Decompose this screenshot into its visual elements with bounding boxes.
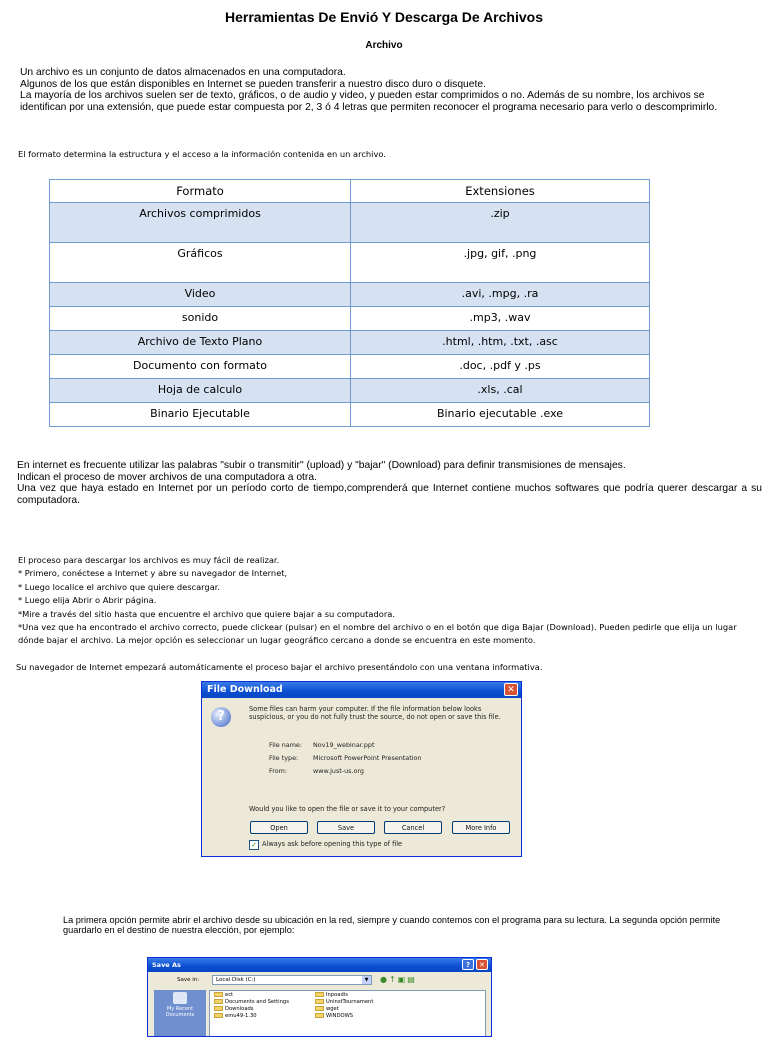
file-download-dialog: [201, 681, 522, 857]
table-cell: Archivo de Texto Plano: [50, 331, 351, 355]
question-icon: ?: [211, 707, 231, 727]
table-header-row: [50, 180, 650, 203]
folder-icon: [315, 1006, 324, 1011]
folder-icon: [214, 1006, 223, 1011]
warning-message: Some files can harm your computer. If the file information below looks suspicious, or you do not fully trust the source, do not open or save this file.: [249, 705, 501, 721]
list-item[interactable]: ect: [214, 992, 233, 999]
always-ask-checkbox-row[interactable]: [249, 840, 402, 850]
open-button[interactable]: Open: [250, 821, 308, 834]
page-title: Herramientas De Envió Y Descarga De Archivos: [224, 9, 543, 25]
dialog-titlebar: [202, 682, 521, 698]
table-cell: .doc, .pdf y .ps: [351, 355, 650, 379]
step-line: El proceso para descargar los archivos es muy fácil de realizar.: [18, 555, 280, 565]
paragraph-line: Una vez que haya estado en Internet por un período corto de tiempo,comprenderá que Internet contiene muchos softwares que podría querer descargar a su computadora.: [17, 483, 762, 506]
save-as-dialog: [147, 957, 492, 1037]
places-item-recent[interactable]: [154, 992, 206, 1018]
table-cell: Video: [50, 283, 351, 307]
cancel-button[interactable]: Cancel: [384, 821, 442, 834]
table-cell: Binario Ejecutable: [50, 403, 351, 427]
folder-icon: [214, 999, 223, 1004]
file-name-row: [269, 741, 374, 749]
save-paragraph: La primera opción permite abrir el archivo desde su ubicación en la red, siempre y cuando contemos con el programa para su lectura. La segunda opción permite guardarlo en el destino de nuestra elección, por ejemplo:: [63, 915, 721, 935]
section-subtitle: Archivo: [365, 40, 403, 51]
table-cell: Gráficos: [50, 243, 351, 283]
save-in-label: Save in:: [177, 977, 200, 983]
list-item[interactable]: wget: [315, 1006, 339, 1013]
file-name-label: File name:: [269, 741, 303, 749]
list-item[interactable]: Documents and Settings: [214, 999, 289, 1006]
places-bar: [154, 990, 206, 1037]
paragraph-line: En internet es frecuente utilizar las palabras "subir o transmitir" (upload) y "bajar" (Download) para definir transmisiones de mensajes.: [17, 460, 626, 471]
table-cell: .xls, .cal: [351, 379, 650, 403]
step-line: * Luego elija Abrir o Abrir página.: [18, 595, 157, 606]
save-in-value: Local Disk (C:): [216, 977, 256, 983]
table-row: [50, 307, 650, 331]
checkbox[interactable]: ✓: [249, 840, 259, 850]
intro-line: Un archivo es un conjunto de datos almacenados en una computadora.: [20, 67, 346, 78]
file-type-value: Microsoft PowerPoint Presentation: [313, 754, 422, 762]
table-cell: Archivos comprimidos: [50, 203, 351, 243]
table-row: [50, 243, 650, 283]
table-cell: sonido: [50, 307, 351, 331]
dialog-titlebar: [148, 958, 491, 972]
table-row: [50, 203, 650, 243]
folder-icon: [315, 992, 324, 997]
browser-note: Su navegador de Internet empezará automáticamente el proceso bajar el archivo presentándolo con una ventana informativa.: [16, 662, 543, 672]
folder-icon: [214, 992, 223, 997]
checkbox-label: Always ask before opening this type of file: [262, 840, 403, 848]
list-item[interactable]: emu49-1.30: [214, 1013, 257, 1020]
table-cell: Hoja de calculo: [50, 379, 351, 403]
close-icon[interactable]: ✕: [504, 683, 518, 696]
from-row: [269, 767, 364, 775]
table-cell: .mp3, .wav: [351, 307, 650, 331]
help-icon[interactable]: ?: [462, 959, 474, 970]
intro-line: La mayoría de los archivos suelen ser de texto, gráficos, o de audio y video, y pueden estar comprimidos o no. Además de su nombre, los archivos se identifican por una extensión, que puede estar compuesta por 2, 3 ó 4 letras que permiten reconocer el programa necesario para verlo o descomprimirlo.: [20, 90, 718, 113]
intro-paragraph: [20, 67, 740, 113]
file-list: [209, 990, 486, 1037]
intro-line: Algunos de los que están disponibles en Internet se pueden transferir a nuestro disco duro o disquete.: [20, 78, 486, 90]
step-line: * Luego localice el archivo que quiere descargar.: [18, 581, 221, 592]
toolbar-icons[interactable]: ●↑▣▤: [380, 975, 417, 984]
download-steps: [18, 554, 758, 648]
table-header: Extensiones: [351, 180, 650, 203]
dialog-title: Save As: [152, 961, 181, 969]
table-cell: .jpg, gif, .png: [351, 243, 650, 283]
list-item[interactable]: WINDOWS: [315, 1013, 353, 1020]
file-type-row: [269, 754, 421, 762]
save-in-dropdown[interactable]: [212, 975, 372, 985]
open-save-question: Would you like to open the file or save it to your computer?: [249, 805, 446, 813]
table-cell: Documento con formato: [50, 355, 351, 379]
file-name-value: Nov19_webinar.ppt: [313, 741, 375, 749]
table-cell: .zip: [351, 203, 650, 243]
table-cell: Binario ejecutable .exe: [351, 403, 650, 427]
table-row: [50, 355, 650, 379]
from-value: www.just-us.org: [313, 767, 364, 775]
table-row: [50, 331, 650, 355]
file-type-label: File type:: [269, 754, 299, 762]
table-row: [50, 403, 650, 427]
step-line: * Primero, conéctese a Internet y abre su navegador de Internet,: [18, 568, 288, 579]
table-row: [50, 379, 650, 403]
step-line: *Mire a través del sitio hasta que encuentre el archivo que quiere bajar a su computadora.: [18, 608, 395, 619]
table-header: Formato: [50, 180, 351, 203]
save-button[interactable]: Save: [317, 821, 375, 834]
table-cell: .avi, .mpg, .ra: [351, 283, 650, 307]
folder-icon: [315, 1013, 324, 1018]
list-item[interactable]: Downloads: [214, 1006, 254, 1013]
table-cell: .html, .htm, .txt, .asc: [351, 331, 650, 355]
step-line: *Una vez que ha encontrado el archivo correcto, puede clickear (pulsar) en el nombre del archivo o en el botón que diga Bajar (Download). Pueden pedirle que elija un lugar dónde bajar el archivo. La mejor opción es seleccionar un lugar geográfico cercano a donde se encuentra en este momento.: [18, 622, 737, 646]
folder-icon: [315, 999, 324, 1004]
from-label: From:: [269, 767, 287, 775]
more-info-button[interactable]: More Info: [452, 821, 510, 834]
table-row: [50, 283, 650, 307]
format-note: El formato determina la estructura y el acceso a la información contenida en un archivo.: [18, 149, 386, 159]
close-icon[interactable]: ✕: [476, 959, 488, 970]
recent-documents-icon: [173, 992, 187, 1004]
internet-paragraph: [17, 460, 762, 506]
places-item-label: My Recent Documents: [165, 1006, 195, 1018]
list-item[interactable]: UninstTournament: [315, 999, 373, 1006]
paragraph-line: Indican el proceso de mover archivos de una computadora a otra.: [17, 471, 317, 483]
formats-table: [49, 179, 650, 427]
dialog-title: File Download: [207, 684, 283, 695]
chevron-down-icon[interactable]: ▼: [362, 976, 371, 984]
list-item[interactable]: Inpoadis: [315, 992, 348, 999]
folder-icon: [214, 1013, 223, 1018]
